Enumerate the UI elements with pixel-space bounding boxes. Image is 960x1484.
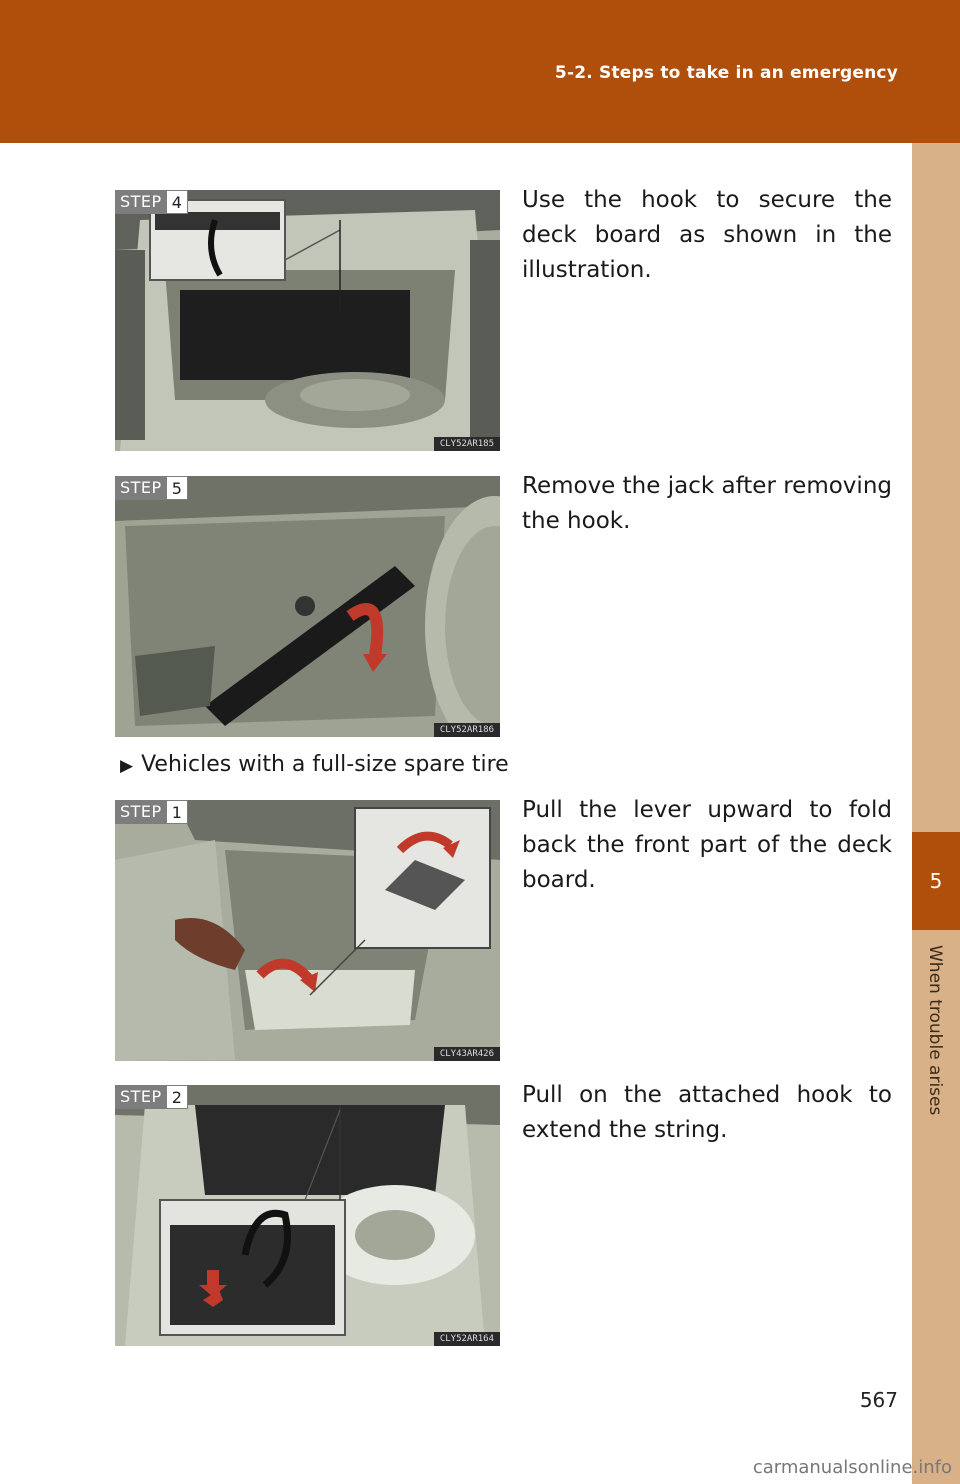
page-number: 567: [859, 1388, 898, 1412]
step-badge: STEP 4: [115, 190, 188, 214]
figure-code: CLY52AR164: [434, 1332, 500, 1346]
step-5-text: Remove the jack after removing the hook.: [522, 473, 892, 534]
section-title: 5-2. Steps to take in an emergency: [554, 63, 898, 83]
page-header: [0, 0, 960, 143]
triangle-bullet-icon: ▶: [120, 756, 134, 776]
variant-heading: ▶ Vehicles with a full-size spare tire: [120, 752, 509, 777]
step-1-illustration: [115, 800, 500, 1061]
step-badge: STEP 5: [115, 476, 188, 500]
figure-code: CLY52AR186: [434, 723, 500, 737]
figure-code: CLY43AR426: [434, 1047, 500, 1061]
chapter-number: 5: [912, 832, 960, 930]
step-badge: STEP 2: [115, 1085, 188, 1109]
chapter-side-tab: [912, 143, 960, 1484]
figure-code: CLY52AR185: [434, 437, 500, 451]
step-4-text: Use the hook to secure the deck board as shown in the illustration.: [522, 187, 892, 283]
step-1-text: Pull the lever upward to fold back the front part of the deck board.: [522, 797, 892, 893]
step-4-illustration: [115, 190, 500, 451]
step-5-illustration: [115, 476, 500, 737]
step-2-illustration: [115, 1085, 500, 1346]
chapter-label: When trouble arises: [925, 945, 945, 1116]
watermark: carmanualsonline.info: [752, 1457, 952, 1478]
step-badge: STEP 1: [115, 800, 188, 824]
step-2-text: Pull on the attached hook to extend the string.: [522, 1082, 892, 1143]
